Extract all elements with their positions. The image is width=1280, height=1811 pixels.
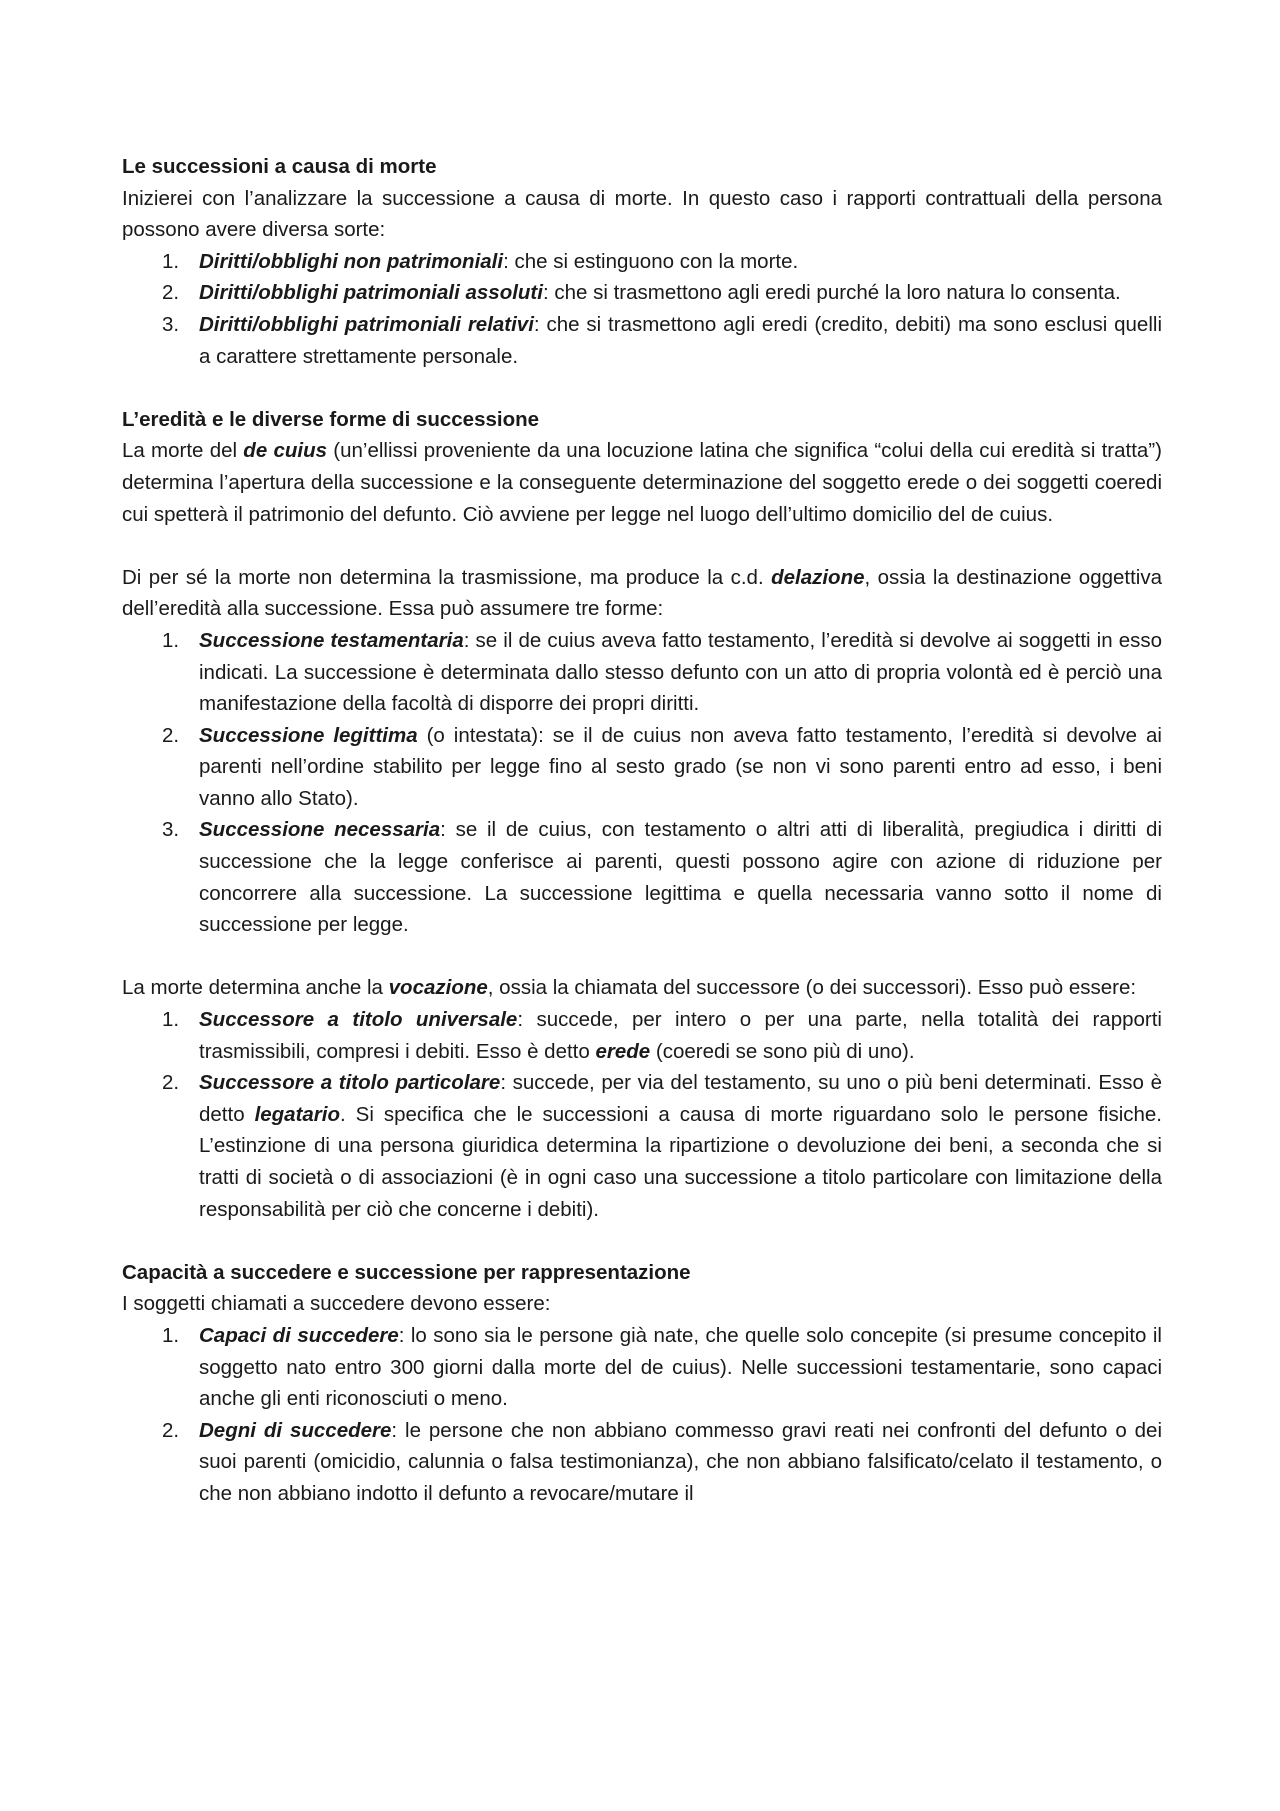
- paragraph-gap: [122, 1225, 1162, 1257]
- list-number: 1.: [162, 1323, 180, 1347]
- list-text: (o intestata): se il de cuius non aveva fatto testamento, l’eredità si devolve ai parenti nell’ordine stabilito per legge fino al sesto grado (se non vi sono parenti entro ad esso, i beni vanno allo Stato).: [199, 723, 1162, 810]
- list-term: Successione legittima: [199, 723, 418, 747]
- paragraph-delazione: [122, 562, 1162, 625]
- section-intro: I soggetti chiamati a succedere devono essere:: [122, 1292, 551, 1316]
- list-number: 1.: [162, 1008, 180, 1032]
- list-number: 1.: [162, 628, 180, 652]
- list-number: 3.: [162, 818, 180, 842]
- list-number: 2.: [162, 723, 180, 747]
- list-number: 2.: [162, 1418, 180, 1442]
- paragraph-vocazione: [122, 972, 1162, 1004]
- list-item: [122, 277, 1162, 309]
- paragraph-gap: [122, 941, 1162, 973]
- list-text: : che si trasmettono agli eredi (credito, debiti) ma sono esclusi quelli a carattere strettamente personale.: [199, 312, 1162, 368]
- list-term: Diritti/obblighi patrimoniali relativi: [199, 312, 534, 336]
- list-number: 2.: [162, 281, 180, 305]
- list-term-secondary: legatario: [254, 1102, 341, 1126]
- list-number: 1.: [162, 249, 180, 273]
- rights-list: [122, 246, 1162, 372]
- section-intro: Inizierei con l’analizzare la successione a causa di morte. In questo caso i rapporti contrattuali della persona possono avere diversa sorte:: [122, 186, 1162, 242]
- list-term: Diritti/obblighi non patrimoniali: [199, 249, 504, 273]
- list-text: : se il de cuius aveva fatto testamento, l’eredità si devolve ai soggetti in esso indicati. La successione è determinata dallo stesso defunto con un atto di propria volontà ed è perciò una manifestazione della facoltà di disporre dei propri diritti.: [199, 628, 1163, 716]
- list-term: Diritti/obblighi patrimoniali assoluti: [199, 281, 543, 305]
- list-number: 2.: [162, 1071, 180, 1095]
- list-term: Successore a titolo universale: [199, 1008, 518, 1032]
- list-term-secondary: erede: [595, 1039, 651, 1063]
- list-text: : succede, per via del testamento, su uno o più beni determinati. Esso è detto: [199, 1071, 1162, 1126]
- list-item: [122, 625, 1162, 720]
- successor-types-list: [122, 1004, 1162, 1225]
- section-heading-successioni: Le successioni a causa di morte: [122, 155, 437, 178]
- list-text: : che si estinguono con la morte.: [503, 249, 799, 273]
- list-item: [122, 814, 1162, 940]
- list-text: : che si trasmettono agli eredi purché la loro natura lo consenta.: [542, 281, 1121, 305]
- text-run: (un’ellissi proveniente da una locuzione latina che significa “colui della cui eredità si tratta”) determina l’apertura della successione e la conseguente determinazione del soggetto erede o dei soggetti coeredi cui spetterà il patrimonio del defunto. Ciò avviene per legge nel luogo dell’ultimo domicilio del de cuius.: [122, 439, 1162, 526]
- list-text: : le persone che non abbiano commesso gravi reati nei confronti del defunto o dei suoi parenti (omicidio, calunnia o falsa testimonianza), che non abbiano falsificato/celato il testamento, o che non abbiano indotto il defunto a revocare/mutare il: [199, 1418, 1163, 1505]
- paragraph-gap: [122, 530, 1162, 562]
- list-number: 3.: [162, 312, 180, 336]
- list-text: (coeredi se sono più di uno).: [650, 1039, 915, 1063]
- list-text: : succede, per intero o per una parte, nella totalità dei rapporti trasmissibili, compresi i debiti. Esso è detto: [199, 1008, 1162, 1063]
- list-text: . Si specifica che le successioni a causa di morte riguardano solo le persone fisiche. L’estinzione di una persona giuridica determina la ripartizione o devoluzione dei beni, a seconda che si tratti di società o di associazioni (è in ogni caso una successione a titolo particolare con limitazione della responsabilità per ciò che concerne i debiti).: [199, 1102, 1162, 1221]
- text-run: La morte determina anche la: [122, 976, 389, 1000]
- list-item: [122, 720, 1162, 815]
- text-run: Di per sé la morte non determina la trasmissione, ma produce la c.d.: [122, 565, 772, 589]
- text-run: La morte del: [122, 439, 244, 463]
- list-term: Capaci di succedere: [199, 1323, 399, 1347]
- section-heading-eredita: L’eredità e le diverse forme di successione: [122, 407, 540, 431]
- list-item: [122, 1004, 1162, 1067]
- paragraph-de-cuius: [122, 435, 1162, 530]
- term-de-cuius: de cuius: [243, 439, 328, 463]
- term-vocazione: vocazione: [388, 976, 488, 1000]
- list-text: : se il de cuius, con testamento o altri atti di liberalità, pregiudica i diritti di successione che la legge conferisce ai parenti, questi possono agire con azione di riduzione per concorrere alla successione. La successione legittima e quella necessaria vanno sotto il nome di successione per legge.: [199, 818, 1162, 937]
- requirements-list: [122, 1320, 1162, 1510]
- document-page: [122, 151, 1162, 1510]
- list-item: [122, 1320, 1162, 1415]
- succession-forms-list: [122, 625, 1162, 941]
- list-term: Degni di succedere: [199, 1418, 392, 1442]
- paragraph-gap: [122, 372, 1162, 404]
- list-item: [122, 1067, 1162, 1225]
- list-term: Successore a titolo particolare: [199, 1071, 501, 1095]
- list-text: : lo sono sia le persone già nate, che quelle solo concepite (si presume concepito il soggetto nato entro 300 giorni dalla morte del de cuius). Nelle successioni testamentarie, sono capaci anche gli enti riconosciuti o meno.: [199, 1323, 1162, 1411]
- section-heading-capacita: Capacità a succedere e successione per rappresentazione: [122, 1260, 691, 1284]
- list-item: [122, 246, 1162, 278]
- term-delazione: delazione: [771, 565, 865, 589]
- list-term: Successione testamentaria: [199, 628, 464, 652]
- list-item: [122, 1415, 1162, 1510]
- text-run: , ossia la destinazione oggettiva dell’eredità alla successione. Essa può assumere tre forme:: [122, 565, 1162, 621]
- list-term: Successione necessaria: [199, 818, 441, 842]
- list-item: [122, 309, 1162, 372]
- text-run: , ossia la chiamata del successore (o dei successori). Esso può essere:: [487, 976, 1137, 1000]
